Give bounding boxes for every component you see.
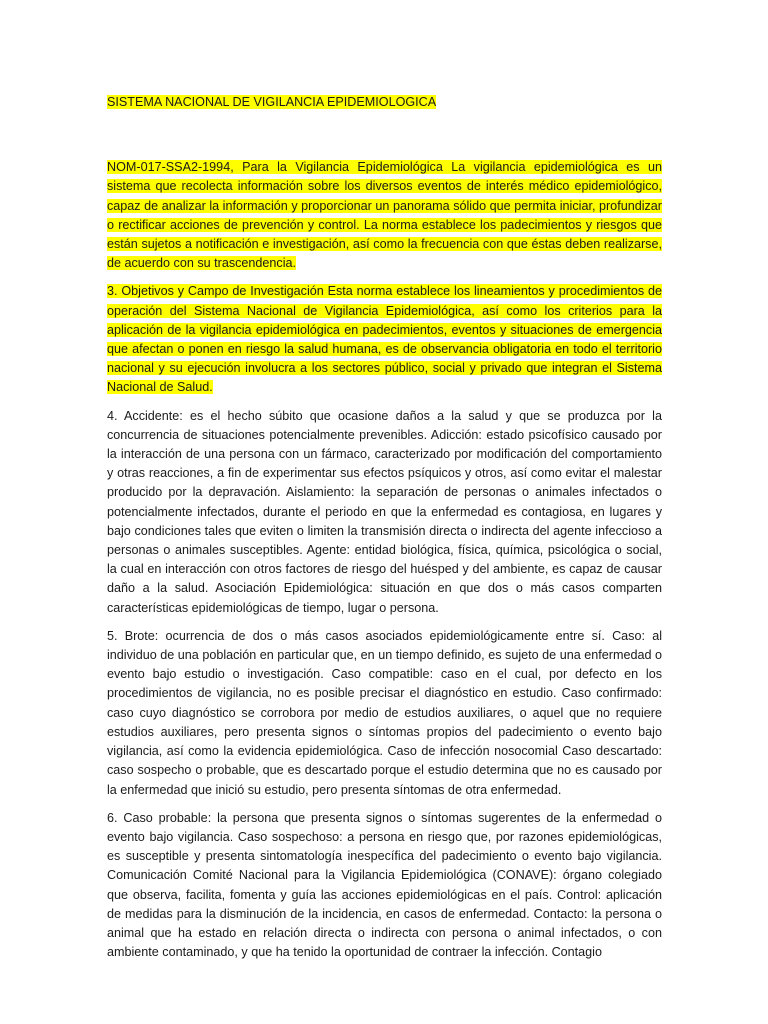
paragraph-text: 3. Objetivos y Campo de Investigación Esta norma establece los lineamientos y procedimientos de operación del Sistema Nacional de Vigilancia Epidemiológica, así como los criterios para la aplicación de la vigilancia epidemiológica en padecimientos, eventos y situaciones de emergencia que afectan o ponen en riesgo la salud humana, es de observancia obligatoria en todo el territorio nacional y su ejecución involucra a los sectores público, social y privado que integran el Sistema Nacional de Salud. xyxy=(107,284,662,395)
paragraph-definiciones-5 xyxy=(107,627,662,800)
paragraph-text: NOM-017-SSA2-1994, Para la Vigilancia Epidemiológica La vigilancia epidemiológica es un sistema que recolecta información sobre los diversos eventos de interés médico epidemiológico, capaz de analizar la información y proporcionar un panorama sólido que permita iniciar, profundizar o rectificar acciones de prevención y control. La norma establece los padecimientos y riesgos que están sujetos a notificación e investigación, así como la frecuencia con que éstas deben realizarse, de acuerdo con su trascendencia. xyxy=(107,160,662,271)
document-title-text: SISTEMA NACIONAL DE VIGILANCIA EPIDEMIOLOGICA xyxy=(107,95,437,109)
paragraph-nom-intro xyxy=(107,158,662,273)
paragraph-definiciones-6 xyxy=(107,809,662,963)
paragraph-definiciones-4 xyxy=(107,407,662,618)
paragraph-text: 6. Caso probable: la persona que presenta signos o síntomas sugerentes de la enfermedad o evento bajo vigilancia. Caso sospechoso: a persona en riesgo que, por razones epidemiológicas, es susceptible y presenta sintomatología inespecífica del padecimiento o evento bajo vigilancia. Comunicación Comité Nacional para la Vigilancia Epidemiológica (CONAVE): órgano colegiado que observa, facilita, fomenta y guía las acciones epidemiológicas en el país. Control: aplicación de medidas para la disminución de la incidencia, en casos de enfermedad. Contacto: la persona o animal que ha estado en relación directa o indirecta con persona o animal infectados, o con ambiente contaminado, y que ha tenido la oportunidad de contraer la infección. Contagio xyxy=(107,810,662,960)
paragraph-text: 4. Accidente: es el hecho súbito que ocasione daños a la salud y que se produzca por la concurrencia de situaciones potencialmente prevenibles. Adicción: estado psicofísico causado por la interacción de una persona con un fármaco, caracterizado por modificación del comportamiento y otras reacciones, a fin de experimentar sus efectos psíquicos y otros, así como evitar el malestar producido por la depravación. Aislamiento: la separación de personas o animales infectados o potencialmente infectados, durante el periodo en que la enfermedad es contagiosa, en lugares y bajo condiciones tales que eviten o limiten la transmisión directa o indirecta del agente infeccioso a personas o animales susceptibles. Agente: entidad biológica, física, química, psicológica o social, la cual en interacción con otros factores de riesgo del huésped y del ambiente, es capaz de causar daño a la salud. Asociación Epidemiológica: situación en que dos o más casos comparten características epidemiológicas de tiempo, lugar o persona. xyxy=(107,408,662,615)
paragraph-objetivos xyxy=(107,282,662,397)
paragraph-text: 5. Brote: ocurrencia de dos o más casos asociados epidemiológicamente entre sí. Caso: al individuo de una población en particular que, en un tiempo definido, es sujeto de una enfermedad o evento bajo estudio o investigación. Caso compatible: caso en el cual, por defecto en los procedimientos de vigilancia, no es posible precisar el diagnóstico en estudio. Caso confirmado: caso cuyo diagnóstico se corrobora por medio de estudios auxiliares, o aquel que no requiere estudios auxiliares, pero presenta signos o síntomas propios del padecimiento o evento bajo vigilancia, así como la evidencia epidemiológica. Caso de infección nosocomial Caso descartado: caso sospecho o probable, que es descartado porque el estudio determina que no es causado por la enfermedad que inició su estudio, pero presenta síntomas de otra enfermedad. xyxy=(107,628,662,797)
document-title xyxy=(107,93,662,112)
document-page xyxy=(107,93,662,971)
